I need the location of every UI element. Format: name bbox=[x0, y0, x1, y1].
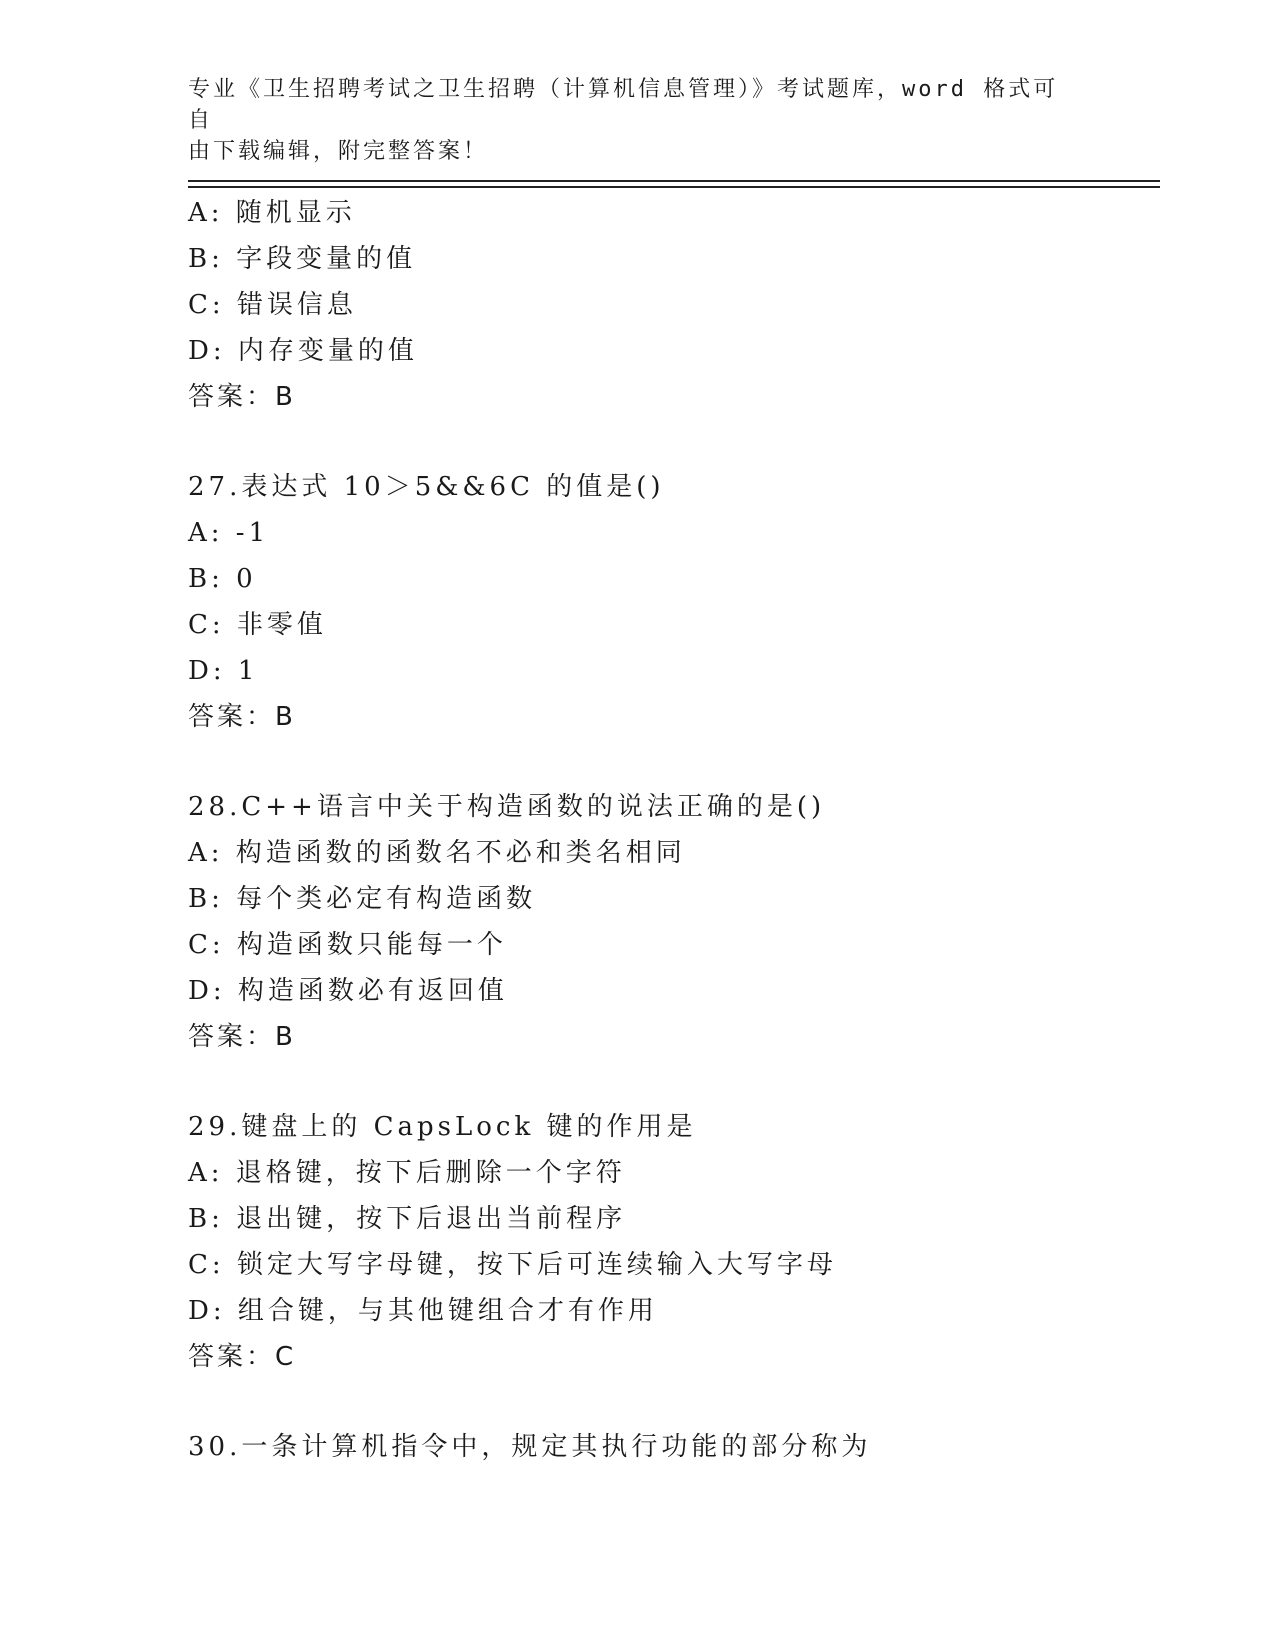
option-a: A: -1 bbox=[188, 518, 270, 548]
question-text: 30.一条计算机指令中，规定其执行功能的部分称为 bbox=[188, 1432, 872, 1462]
spacer bbox=[188, 740, 1168, 784]
option-c: C: 非零值 bbox=[188, 610, 327, 640]
question-block-27 bbox=[188, 464, 1168, 740]
answer-line: 答案：B bbox=[188, 702, 296, 732]
question-block-28 bbox=[188, 784, 1168, 1060]
option-c: C: 错误信息 bbox=[188, 290, 357, 320]
option-a: A: 退格键，按下后删除一个字符 bbox=[188, 1158, 626, 1188]
option-c: C: 锁定大写字母键，按下后可连续输入大写字母 bbox=[188, 1250, 837, 1280]
header-divider-bottom bbox=[188, 186, 1160, 188]
question-block-26 bbox=[188, 190, 1168, 420]
answer-line: 答案：B bbox=[188, 1022, 296, 1052]
question-block-30 bbox=[188, 1424, 1168, 1470]
question-text: 28.C++语言中关于构造函数的说法正确的是() bbox=[188, 792, 826, 822]
option-d: D: 构造函数必有返回值 bbox=[188, 976, 508, 1006]
option-b: B: 退出键，按下后退出当前程序 bbox=[188, 1204, 627, 1234]
spacer bbox=[188, 1380, 1168, 1424]
spacer bbox=[188, 1060, 1168, 1104]
question-list bbox=[188, 190, 1168, 1470]
header-line-2: 由下载编辑，附完整答案！ bbox=[188, 139, 489, 164]
question-block-29 bbox=[188, 1104, 1168, 1380]
question-text: 27.表达式 10＞5&&6C 的值是() bbox=[188, 472, 665, 502]
option-c: C: 构造函数只能每一个 bbox=[188, 930, 507, 960]
option-d: D: 1 bbox=[188, 656, 259, 686]
option-a: A: 构造函数的函数名不必和类名相同 bbox=[188, 838, 686, 868]
header-line-1: 专业《卫生招聘考试之卫生招聘（计算机信息管理）》考试题库，word 格式可自 bbox=[188, 77, 1059, 133]
option-a: A: 随机显示 bbox=[188, 198, 356, 228]
document-header bbox=[188, 74, 1068, 167]
answer-line: 答案：C bbox=[188, 1342, 297, 1372]
option-d: D: 组合键，与其他键组合才有作用 bbox=[188, 1296, 658, 1326]
header-divider-top bbox=[188, 180, 1160, 182]
answer-line: 答案：B bbox=[188, 382, 296, 412]
question-text: 29.键盘上的 CapsLock 键的作用是 bbox=[188, 1112, 697, 1142]
option-b: B: 字段变量的值 bbox=[188, 244, 417, 274]
option-b: B: 0 bbox=[188, 564, 257, 594]
option-d: D: 内存变量的值 bbox=[188, 336, 418, 366]
option-b: B: 每个类必定有构造函数 bbox=[188, 884, 537, 914]
spacer bbox=[188, 420, 1168, 464]
